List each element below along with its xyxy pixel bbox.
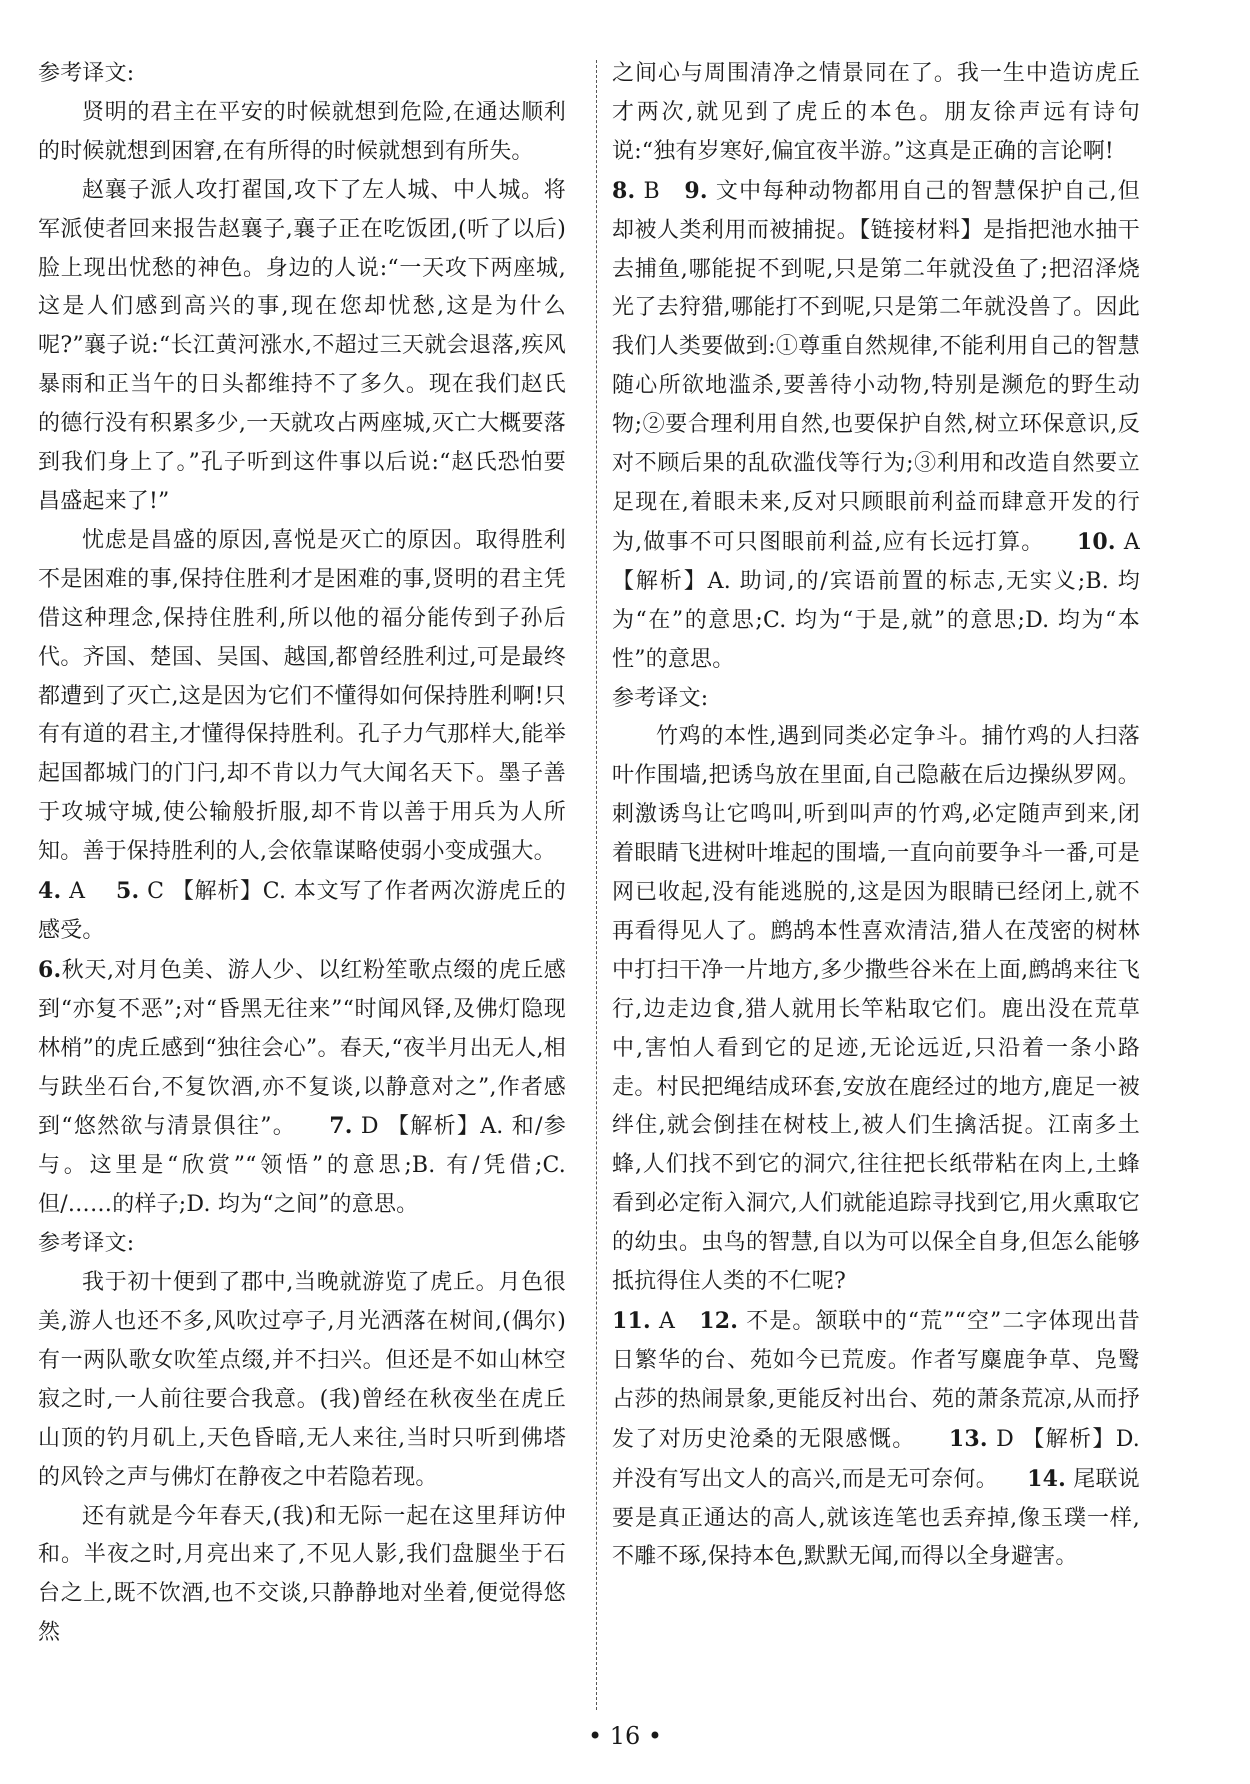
- question-number: 10.: [1076, 528, 1116, 555]
- translation-heading-2: 参考译文:: [38, 1231, 135, 1257]
- translation-heading-3: 参考译文:: [612, 685, 709, 711]
- answer-12-text: 不是。颔联中的“荒”“空”二字体现出昔日繁华的台、苑如今已荒废。作者写麋鹿争草、凫鹥占莎的热闹景象,更能反衬出台、苑的萧条荒凉,从而抒发了对历史沧桑的无限感慨。: [612, 1309, 1140, 1452]
- left-column: [38, 55, 566, 1653]
- answer-14-text: 尾联说要是真正通达的高人,就该连笔也丢弃掉,像玉璞一样,不雕不琢,保持本色,默默无闻,而得以全身避害。: [612, 1466, 1140, 1570]
- translation-paragraph-1: 贤明的君主在平安的时候就想到危险,在通达顺利的时候就想到困窘,在有所得的时候就想到有所失。: [38, 99, 566, 164]
- answer-8-9: 8. B 9. 文中每种动物都用自己的智慧保护自己,但却被人类利用而被捕捉。【链接材料】是指把池水抽干去捕鱼,哪能捉不到呢,只是第二年就没鱼了;把沼泽烧光了去狩猎,哪能打不到呢,只是第二年就没兽了。因此我们人类要做到:①尊重自然规律,不能利用自己的智慧随心所欲地滥杀,要善待小动物,特别是濒危的野生动物;②要合理利用自然,也要保护自然,树立环保意识,反对不顾后果的乱砍滥伐等行为;③利用和改造自然要立足现在,着眼未来,反对只顾眼前利益而肆意开发的行为,做事不可只图眼前利益,应有长远打算。 10. A 【解析】A. 助词,的/宾语前置的标志,无实义;B. 均为“在”的意思;C. 均为“于是,就”的意思;D. 均为“本性”的意思。: [612, 177, 1140, 672]
- translation-paragraph-4: 我于初十便到了郡中,当晚就游览了虎丘。月色很美,游人也还不多,风吹过亭子,月光洒落在树间,(偶尔)有一两队歌女吹笙点缀,并不扫兴。但还是不如山林空寂之时,一人前往要合我意。(我)曾经在秋夜坐在虎丘山顶的钓月矶上,天色昏暗,无人来往,当时只听到佛塔的风铃之声与佛灯在静夜之中若隐若现。: [38, 1270, 566, 1490]
- answer-6-7: [38, 951, 566, 1225]
- translation-paragraph-continued: 之间心与周围清净之情景同在了。我一生中造访虎丘才两次,就见到了虎丘的本色。朋友徐声远有诗句说:“独有岁寒好,偏宜夜半游。”这真是正确的言论啊!: [612, 61, 1140, 164]
- answer-4-5: 4. A 5. C 【解析】C. 本文写了作者两次游虎丘的感受。: [38, 878, 566, 943]
- translation-paragraph-2: 赵襄子派人攻打翟国,攻下了左人城、中人城。将军派使者回来报告赵襄子,襄子正在吃饭团,(听了以后)脸上现出忧愁的神色。身边的人说:“一天攻下两座城,这是人们感到高兴的事,现在您却忧愁,这是为什么呢?”襄子说:“长江黄河涨水,不超过三天就会退落,疾风暴雨和正当午的日头都维持不了多久。现在我们赵氏的德行没有积累多少,一天就攻占两座城,灭亡大概要落到我们身上了。”孔子听到这件事以后说:“赵氏恐怕要昌盛起来了!”: [38, 177, 566, 514]
- translation-paragraph-3: 忧虑是昌盛的原因,喜悦是灭亡的原因。取得胜利不是困难的事,保持住胜利才是困难的事,贤明的君主凭借这种理念,保持住胜利,所以他的福分能传到子孙后代。齐国、楚国、吴国、越国,都曾经胜利过,可是最终都遭到了灭亡,这是因为它们不懂得如何保持胜利啊!只有有道的君主,才懂得保持胜利。孔子力气那样大,能举起国都城门的门闩,却不肯以力气大闻名天下。墨子善于攻城守城,使公输般折服,却不肯以善于用兵为人所知。善于保持胜利的人,会依靠谋略使弱小变成强大。: [38, 527, 566, 865]
- answer-9-text: 文中每种动物都用自己的智慧保护自己,但却被人类利用而被捕捉。【链接材料】是指把池水抽干去捕鱼,哪能捉不到呢,只是第二年就没鱼了;把沼泽烧光了去狩猎,哪能打不到呢,只是第二年就没兽了。因此我们人类要做到:①尊重自然规律,不能利用自己的智慧随心所欲地滥杀,要善待小动物,特别是濒危的野生动物;②要合理利用自然,也要保护自然,树立环保意识,反对不顾后果的乱砍滥伐等行为;③利用和改造自然要立足现在,着眼未来,反对只顾眼前利益而肆意开发的行为,做事不可只图眼前利益,应有长远打算。: [612, 178, 1140, 555]
- column-divider: [596, 60, 597, 1710]
- answer-5-analysis: 【解析】C. 本文写了作者两次游虎丘的感受。: [38, 879, 566, 943]
- question-number: 13.: [948, 1425, 988, 1452]
- question-number: 11.: [612, 1308, 651, 1334]
- answer-6-text: 秋天,对月色美、游人少、以红粉笙歌点缀的虎丘感到“亦复不恶”;对“昏黑无往来”“时闻风铎,及佛灯隐现林梢”的虎丘感到“独往会心”。春天,“夜半月出无人,相与趺坐石台,不复饮酒,亦不复谈,以静意对之”,作者感到“悠然欲与清景俱往”。: [38, 957, 566, 1140]
- translation-paragraph-6: 竹鸡的本性,遇到同类必定争斗。捕竹鸡的人扫落叶作围墙,把诱鸟放在里面,自己隐蔽在后边操纵罗网。刺激诱鸟让它鸣叫,听到叫声的竹鸡,必定随声到来,闭着眼睛飞进树叶堆起的围墙,一直向前要争斗一番,可是网已收起,没有能逃脱的,这是因为眼睛已经闭上,就不再看得见人了。鹧鸪本性喜欢清洁,猎人在茂密的树林中打扫干净一片地方,多少撒些谷米在上面,鹧鸪来往飞行,边走边食,猎人就用长竿粘取它们。鹿出没在荒草中,害怕人看到它的足迹,无论远近,只沿着一条小路走。村民把绳结成环套,安放在鹿经过的地方,鹿足一被绊住,就会倒挂在树枝上,被人们生擒活捉。江南多土蜂,人们找不到它的洞穴,往往把长纸带粘在肉上,土蜂看到必定衔入洞穴,人们就能追踪寻找到它,用火熏取它的幼虫。虫鸟的智慧,自以为可以保全自身,但怎么能够抵抗得住人类的不仁呢?: [612, 724, 1140, 1295]
- question-number: 5.: [116, 878, 140, 905]
- answer-13-analysis: D 【解析】D. 并没有写出文人的高兴,而是无可奈何。: [612, 1426, 1140, 1492]
- page-number: • 16 •: [587, 1722, 663, 1750]
- question-number: 14.: [1027, 1465, 1066, 1492]
- question-number: 7.: [329, 1113, 353, 1140]
- right-column: [612, 55, 1140, 1577]
- answer-11-14: 11. A 12. 不是。颔联中的“荒”“空”二字体现出昔日繁华的台、苑如今已荒废。作者写麋鹿争草、凫鹥占莎的热闹景象,更能反衬出台、苑的萧条荒凉,从而抒发了对历史沧桑的无限感慨。 13. D 【解析】D. 并没有写出文人的高兴,而是无可奈何。 14. 尾联说要是真正通达的高人,就该连笔也丢弃掉,像玉璞一样,不雕不琢,保持本色,默默无闻,而得以全身避害。: [612, 1308, 1140, 1570]
- translation-paragraph-5: 还有就是今年春天,(我)和无际一起在这里拜访仲和。半夜之时,月亮出来了,不见人影,我们盘腿坐于石台之上,既不饮酒,也不交谈,只静静地对坐着,便觉得悠然: [38, 1503, 566, 1646]
- question-number: 6.: [38, 956, 62, 983]
- question-number: 9.: [684, 177, 708, 204]
- question-number: 8.: [612, 177, 636, 204]
- translation-heading-1: 参考译文:: [38, 61, 135, 86]
- question-number: 4.: [38, 878, 62, 905]
- answer-10-analysis: A 【解析】A. 助词,的/宾语前置的标志,无实义;B. 均为“在”的意思;C. 均为“于是,就”的意思;D. 均为“本性”的意思。: [612, 529, 1140, 672]
- answer-7-analysis: D 【解析】A. 和/参与。这里是“欣赏”“领悟”的意思;B. 有/凭借;C. 但/……的样子;D. 均为“之间”的意思。: [38, 1114, 566, 1218]
- question-number: 12.: [699, 1308, 739, 1334]
